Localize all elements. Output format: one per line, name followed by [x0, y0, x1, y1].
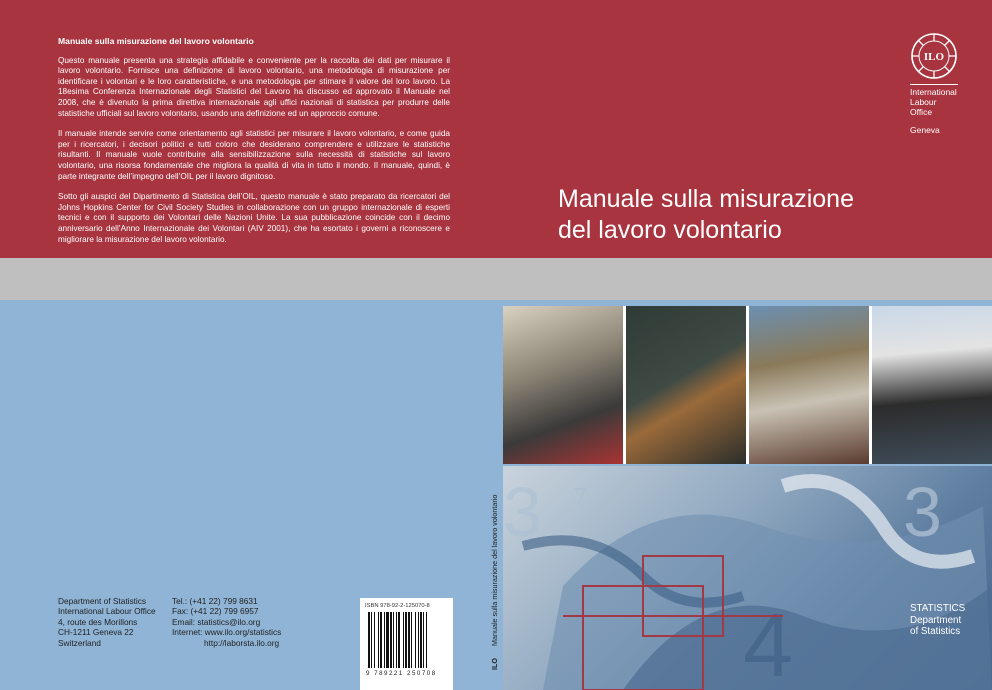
- org-city: Geneva: [910, 125, 940, 135]
- svg-text:3: 3: [503, 473, 542, 551]
- barcode-number: 9 789221 250708: [366, 670, 437, 677]
- photo-oil-spill-cleanup: [872, 306, 992, 464]
- svg-text:3: 3: [903, 473, 942, 551]
- svg-text:7: 7: [573, 482, 588, 512]
- abstract-numbers-artwork: [503, 466, 992, 690]
- ilo-logo-icon: [910, 32, 958, 80]
- photo-teacher-blackboard: [626, 306, 746, 464]
- contact-tel: Tel.: (+41 22) 799 8631: [172, 596, 258, 606]
- stats-line-1: STATISTICS: [910, 603, 966, 614]
- contact-internet-2: http://laborsta.ilo.org: [204, 637, 280, 648]
- isbn-text: ISBN 978-92-2-125070-8: [365, 603, 430, 609]
- department-address: [58, 596, 156, 648]
- photo-volunteers-sign: [503, 306, 623, 464]
- organization-name: [910, 84, 958, 135]
- department-contact: [172, 596, 281, 648]
- org-line-3: Office: [910, 107, 933, 117]
- spine-title: Manuale sulla misurazione del lavoro volontario: [490, 494, 499, 647]
- front-title-line-2: del lavoro volontario: [558, 216, 782, 244]
- photo-cleanup-crowd: [749, 306, 869, 464]
- org-line-2: Labour: [910, 97, 937, 107]
- spine-label: [490, 494, 499, 670]
- address-line-5: Switzerland: [58, 637, 101, 648]
- back-paragraph-1: Questo manuale presenta una strategia affidabile e conveniente per la raccolta dei dati per misurare il lavoro volontario. Fornisce una definizione di lavoro volontario, una metodologia di misurazione per identificare i volontari e le loro caratteristiche, e una metodologia per stimare il valore del loro lavoro. La 18esima Conferenza Internazionale degli Statistici del Lavoro ha discusso ed approvato il Manuale nel 2008, che è divenuto la prima direttiva internazionale agli uffici nazionali di statistica per produrre delle statistiche ufficiali sul lavoro volontario, usando una definizione ed un approccio comune.: [58, 55, 450, 118]
- stats-line-3: of Statistics: [910, 626, 961, 638]
- address-line-2: International Labour Office: [58, 606, 156, 617]
- back-paragraph-3: Sotto gli auspici del Dipartimento di Statistica dell’OIL, questo manuale è stato preparato da ricercatori del Johns Hopkins Center for Civil Society Studies in collaborazione con un gruppo internazionale di esperti tecnici e con il supporto dei Volontari delle Nazioni Unite. La sua pubblicazione coincide con il decimo anniversario dell’Anno Internazionale dei Volontari (AIV 2001), che ha esortato i governi a riconoscere e migliorare la misurazione del lavoro volontario.: [58, 192, 450, 244]
- address-line-4: CH-1211 Geneva 22: [58, 627, 134, 638]
- address-line-3: 4, route des Morillons: [58, 616, 138, 627]
- back-paragraph-2: Il manuale intende servire come orientamento agli statistici per misurare il lavoro volontario, e come guida per i ricercatori, i decisori politici e tutti coloro che desiderano comprendere e utilizzare le statistiche risultanti. Il manuale vuole contribuire alla sensibilizzazione sulla necessità di statistiche sul lavoro volontario, una risorsa fondamentale che migliora la qualità di vita in tutto il mondo. Il manuale, quindi, è parte integrante dell’impegno dell’OIL per il lavoro dignitoso.: [58, 129, 450, 181]
- front-title-line-1: Manuale sulla misurazione: [558, 185, 854, 213]
- back-heading: Manuale sulla misurazione del lavoro volontario: [58, 36, 254, 46]
- address-line-1: Department of Statistics: [58, 596, 147, 606]
- org-line-1: International: [910, 87, 957, 97]
- isbn-barcode: [360, 598, 453, 690]
- front-title: [558, 184, 854, 246]
- svg-text:4: 4: [743, 596, 794, 690]
- logo-text: ILO: [923, 51, 945, 63]
- barcode-icon: [368, 612, 445, 668]
- spine-publisher: ILO: [490, 658, 499, 670]
- stats-line-2: Department: [910, 614, 962, 626]
- back-cover-text: [58, 36, 450, 255]
- cover-gray-band: [0, 258, 992, 300]
- photo-strip: [503, 306, 992, 464]
- contact-fax: Fax: (+41 22) 799 6957: [172, 606, 259, 617]
- contact-internet: Internet: www.ilo.org/statistics: [172, 627, 282, 638]
- contact-email: Email: statistics@ilo.org: [172, 616, 261, 627]
- statistics-department-label: [910, 603, 965, 638]
